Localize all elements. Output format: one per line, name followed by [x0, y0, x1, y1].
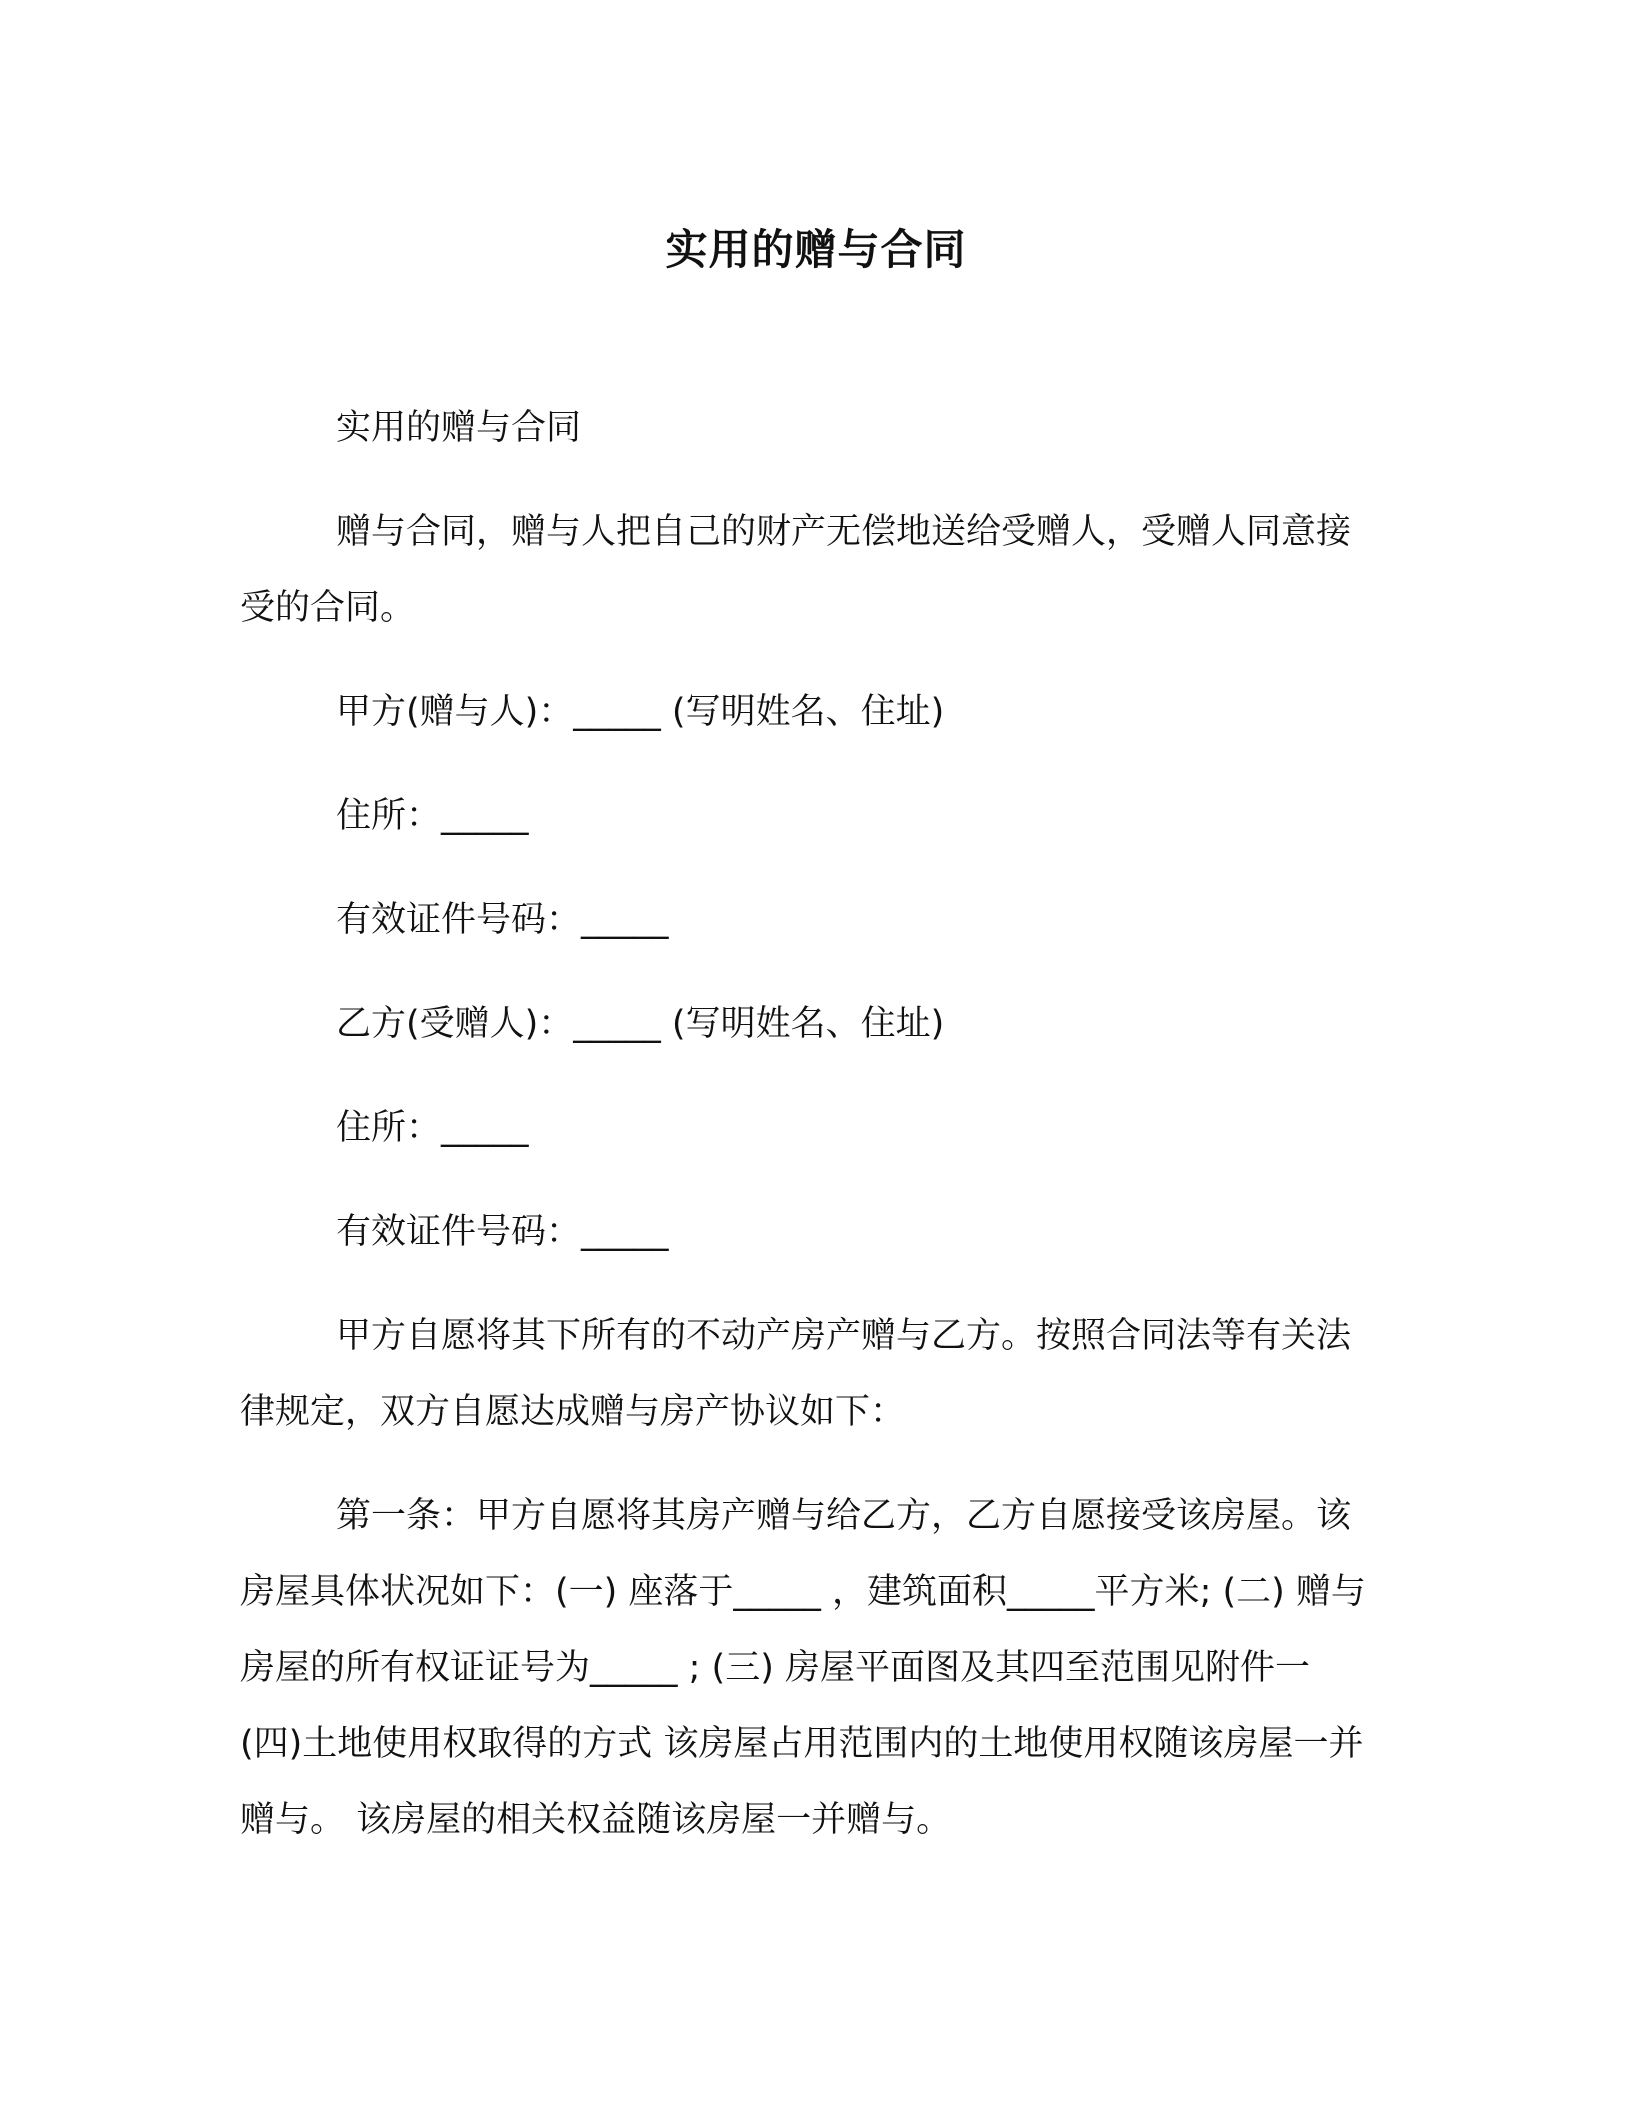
paragraph-agreement-intro: 甲方自愿将其下所有的不动产房产赠与乙方。按照合同法等有关法律规定，双方自愿达成赠与房产协议如下： — [240, 1316, 1352, 1432]
party-b-id-number: 有效证件号码：_____ — [336, 1212, 669, 1252]
paragraph-definition: 赠与合同，赠与人把自己的财产无偿地送给受赠人，受赠人同意接受的合同。 — [240, 512, 1352, 628]
document-body — [240, 390, 1380, 1886]
document-title: 实用的赠与合同 — [665, 225, 967, 274]
article-one: 第一条：甲方自愿将其房产赠与给乙方，乙方自愿接受该房屋。该房屋具体状况如下：(一) 座落于_____ ，建筑面积_____平方米; (二) 赠与房屋的所有权证证号为_____ ; (三) 房屋平面图及其四至范围见附件一 (四)土地使用权取得的方式 该房屋占用范围内的土地使用权随该房屋一并赠与。 该房屋的相关权益随该房屋一并赠与。 — [240, 1496, 1366, 1840]
party-a-address: 住所：_____ — [336, 796, 529, 836]
party-a-line: 甲方(赠与人)：_____ (写明姓名、住址) — [336, 692, 945, 732]
party-b-line: 乙方(受赠人)：_____ (写明姓名、住址) — [336, 1004, 945, 1044]
paragraph-subtitle: 实用的赠与合同 — [336, 408, 582, 448]
party-a-id-number: 有效证件号码：_____ — [336, 900, 669, 940]
party-b-address: 住所：_____ — [336, 1108, 529, 1148]
